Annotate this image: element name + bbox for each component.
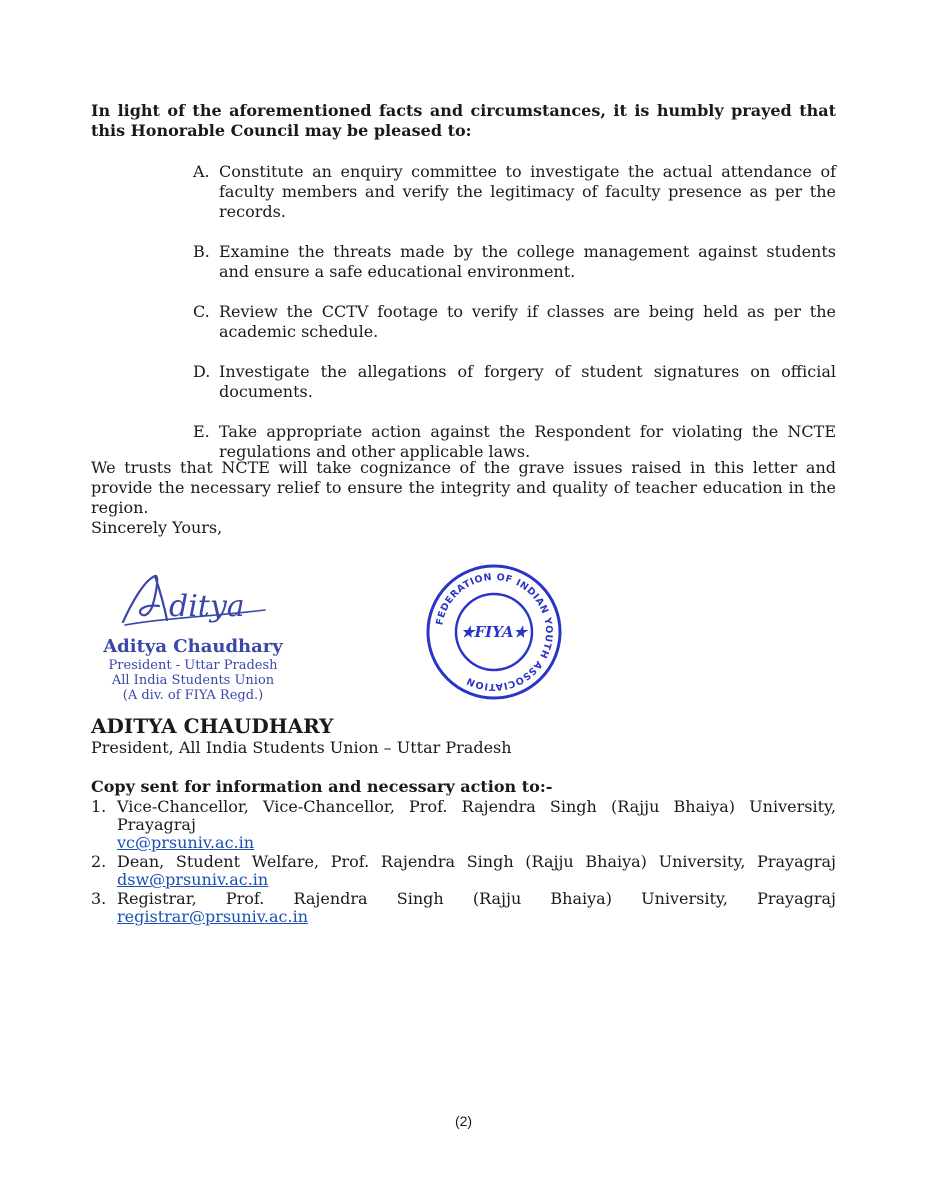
list-item bbox=[193, 362, 836, 402]
svg-text:ditya: ditya bbox=[169, 589, 245, 624]
signature-line: (A div. of FIYA Regd.) bbox=[122, 688, 264, 703]
recipient-email-link[interactable]: registrar@prsuniv.ac.in bbox=[117, 907, 309, 926]
list-item-text: Investigate the allegations of forgery of student signatures on official documents. bbox=[219, 362, 836, 401]
list-item bbox=[91, 853, 836, 889]
list-marker: A. bbox=[193, 162, 210, 181]
copy-list bbox=[91, 798, 836, 927]
page-number: (2) bbox=[454, 1113, 473, 1129]
trust-paragraph: We trusts that NCTE will take cognizance of the grave issues raised in this letter and provide the necessary relief to ensure the integrity and quality of teacher education in the region. bbox=[91, 458, 836, 517]
copy-heading: Copy sent for information and necessary action to:- bbox=[91, 777, 553, 796]
list-item bbox=[193, 422, 836, 462]
prayer-intro: In light of the aforementioned facts and circumstances, it is humbly prayed that this Honorable Council may be pleased to: bbox=[91, 101, 836, 140]
recipient-text: Vice-Chancellor, Vice-Chancellor, Prof. Rajendra Singh (Rajju Bhaiya) University, Prayagraj bbox=[117, 797, 836, 834]
list-marker: D. bbox=[193, 362, 211, 381]
list-marker: B. bbox=[193, 242, 210, 261]
list-item bbox=[193, 242, 836, 282]
sender-title: President, All India Students Union – Uttar Pradesh bbox=[91, 738, 512, 757]
list-marker: C. bbox=[193, 302, 210, 321]
list-item-text: Review the CCTV footage to verify if classes are being held as per the academic schedule. bbox=[219, 302, 836, 341]
list-marker: 2. bbox=[91, 852, 107, 871]
handwritten-signature bbox=[115, 570, 275, 630]
list-item-text: Examine the threats made by the college management against students and ensure a safe educational environment. bbox=[219, 242, 836, 281]
list-item bbox=[91, 798, 836, 852]
prayer-list bbox=[193, 162, 836, 482]
recipient-email-link[interactable]: dsw@prsuniv.ac.in bbox=[117, 870, 269, 889]
svg-text:★FIYA★: ★FIYA★ bbox=[461, 623, 527, 641]
list-marker: 3. bbox=[91, 889, 107, 908]
recipient-email-link[interactable]: vc@prsuniv.ac.in bbox=[117, 833, 255, 852]
svg-text:FEDERATION OF INDIAN YOUTH ASS: FEDERATION OF INDIAN YOUTH ASSOCIATION bbox=[434, 571, 555, 693]
list-item bbox=[193, 302, 836, 342]
signature-line: All India Students Union bbox=[111, 673, 275, 688]
signature-stamp-text bbox=[100, 636, 286, 703]
sender-name: ADITYA CHAUDHARY bbox=[91, 714, 334, 738]
recipient-text: Registrar, Prof. Rajendra Singh (Rajju Bhaiya) University, Prayagraj bbox=[117, 889, 836, 908]
list-item bbox=[193, 162, 836, 222]
list-item bbox=[91, 890, 836, 926]
closing-salutation: Sincerely Yours, bbox=[91, 518, 223, 537]
signature-block bbox=[100, 570, 300, 710]
list-marker: 1. bbox=[91, 797, 107, 816]
fiya-seal bbox=[424, 562, 564, 702]
signature-name: Aditya Chaudhary bbox=[103, 636, 283, 657]
list-item-text: Constitute an enquiry committee to investigate the actual attendance of faculty members and verify the legitimacy of faculty presence as per the records. bbox=[219, 162, 836, 221]
recipient-text: Dean, Student Welfare, Prof. Rajendra Singh (Rajju Bhaiya) University, Prayagraj bbox=[117, 852, 836, 871]
signature-line: President - Uttar Pradesh bbox=[108, 658, 278, 673]
list-marker: E. bbox=[193, 422, 210, 441]
list-item-text: Take appropriate action against the Respondent for violating the NCTE regulations and other applicable laws. bbox=[219, 422, 836, 461]
